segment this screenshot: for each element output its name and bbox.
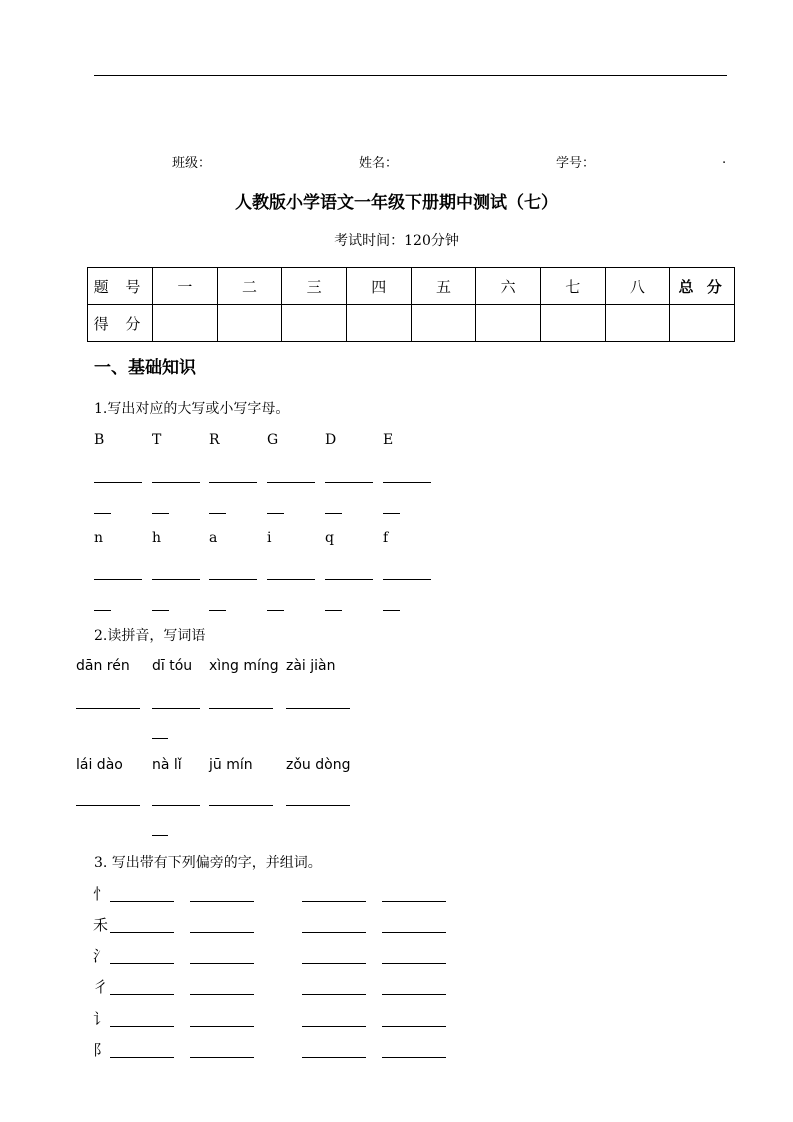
- answer-blank-wrap: [152, 738, 168, 739]
- answer-blank[interactable]: [382, 1057, 446, 1058]
- letter-item: D: [325, 432, 337, 448]
- answer-blank[interactable]: [110, 963, 174, 964]
- answer-blank[interactable]: [302, 963, 366, 964]
- answer-blank[interactable]: [383, 482, 431, 483]
- answer-blank[interactable]: [382, 901, 446, 902]
- answer-blank[interactable]: [110, 932, 174, 933]
- answer-blank[interactable]: [302, 901, 366, 902]
- answer-blank[interactable]: [325, 482, 373, 483]
- answer-blank[interactable]: [267, 579, 315, 580]
- radical-item: 阝: [93, 1041, 109, 1059]
- answer-blank-wrap: [152, 610, 169, 611]
- exam-time: 考试时间：120分钟: [334, 233, 459, 249]
- answer-blank-wrap: [383, 610, 400, 611]
- answer-blank-wrap: [209, 513, 226, 514]
- header-trailing-dot: .: [722, 152, 727, 167]
- score-table-score-row: [88, 305, 735, 342]
- page-title: 人教版小学语文一年级下册期中测试（七）: [235, 193, 558, 213]
- answer-blank[interactable]: [383, 579, 431, 580]
- letter-item: q: [325, 530, 334, 546]
- question-1-prompt: 1.写出对应的大写或小写字母。: [94, 401, 290, 417]
- letter-item: f: [383, 530, 389, 546]
- name-label: 姓名：: [359, 156, 399, 171]
- answer-blank-wrap: [94, 610, 111, 611]
- radical-item: 讠: [93, 1010, 109, 1028]
- letter-item: R: [209, 432, 220, 448]
- column-header: 六: [476, 268, 541, 305]
- student-id-label: 学号：: [556, 156, 596, 171]
- total-score-label: 总 分: [670, 268, 735, 305]
- column-header: 四: [346, 268, 411, 305]
- header-rule: [94, 75, 727, 76]
- answer-blank[interactable]: [286, 708, 350, 709]
- answer-blank[interactable]: [152, 482, 200, 483]
- answer-blank-wrap: [383, 513, 400, 514]
- column-header: 二: [217, 268, 282, 305]
- score-cell[interactable]: [217, 305, 282, 342]
- score-cell[interactable]: [476, 305, 541, 342]
- answer-blank[interactable]: [190, 1057, 254, 1058]
- answer-blank[interactable]: [76, 805, 140, 806]
- answer-blank[interactable]: [152, 805, 200, 806]
- pinyin-item: jū mín: [209, 757, 253, 773]
- total-score-cell[interactable]: [670, 305, 735, 342]
- score-cell[interactable]: [282, 305, 347, 342]
- answer-blank[interactable]: [110, 1057, 174, 1058]
- answer-blank[interactable]: [267, 482, 315, 483]
- answer-blank-wrap: [267, 513, 284, 514]
- answer-blank[interactable]: [302, 932, 366, 933]
- letter-item: a: [209, 530, 218, 546]
- radical-item: 忄: [93, 885, 109, 903]
- answer-blank[interactable]: [76, 708, 140, 709]
- answer-blank-wrap: [152, 835, 168, 836]
- letter-item: i: [267, 530, 272, 546]
- question-3-prompt: 3. 写出带有下列偏旁的字，并组词。: [94, 855, 322, 871]
- answer-blank[interactable]: [209, 805, 273, 806]
- section-heading: 一、基础知识: [94, 358, 196, 378]
- score-cell[interactable]: [153, 305, 218, 342]
- answer-blank[interactable]: [94, 482, 142, 483]
- radical-item: 氵: [93, 947, 109, 965]
- letter-item: B: [94, 432, 105, 448]
- score-table: [87, 267, 735, 342]
- answer-blank[interactable]: [190, 994, 254, 995]
- answer-blank-wrap: [325, 610, 342, 611]
- answer-blank-wrap: [267, 610, 284, 611]
- answer-blank[interactable]: [209, 482, 257, 483]
- letter-item: E: [383, 432, 394, 448]
- answer-blank[interactable]: [209, 579, 257, 580]
- answer-blank[interactable]: [302, 994, 366, 995]
- score-cell[interactable]: [540, 305, 605, 342]
- answer-blank[interactable]: [302, 1026, 366, 1027]
- question-2-prompt: 2.读拼音，写词语: [94, 628, 206, 644]
- pinyin-item: lái dào: [76, 757, 123, 773]
- answer-blank-wrap: [209, 610, 226, 611]
- answer-blank[interactable]: [152, 708, 200, 709]
- column-header: 八: [605, 268, 670, 305]
- letter-item: h: [152, 530, 162, 546]
- score-cell[interactable]: [605, 305, 670, 342]
- answer-blank[interactable]: [110, 1026, 174, 1027]
- pinyin-item: zài jiàn: [286, 658, 336, 674]
- answer-blank[interactable]: [382, 994, 446, 995]
- column-header: 三: [282, 268, 347, 305]
- column-header: 一: [153, 268, 218, 305]
- answer-blank[interactable]: [209, 708, 273, 709]
- answer-blank[interactable]: [302, 1057, 366, 1058]
- letter-item: G: [267, 432, 279, 448]
- answer-blank[interactable]: [190, 901, 254, 902]
- letter-item: n: [94, 530, 104, 546]
- answer-blank[interactable]: [286, 805, 350, 806]
- radical-item: 禾: [93, 916, 109, 934]
- answer-blank[interactable]: [382, 1026, 446, 1027]
- column-header: 五: [411, 268, 476, 305]
- score-label: 得 分: [88, 305, 153, 342]
- pinyin-item: dī tóu: [152, 658, 193, 674]
- class-label: 班级：: [172, 156, 212, 171]
- answer-blank[interactable]: [94, 579, 142, 580]
- pinyin-item: zǒu dòng: [286, 757, 351, 773]
- column-header: 七: [540, 268, 605, 305]
- pinyin-item: xìng míng: [209, 658, 279, 674]
- answer-blank-wrap: [325, 513, 342, 514]
- answer-blank[interactable]: [325, 579, 373, 580]
- score-cell[interactable]: [411, 305, 476, 342]
- pinyin-item: nà lǐ: [152, 757, 182, 773]
- answer-blank[interactable]: [190, 1026, 254, 1027]
- score-cell[interactable]: [346, 305, 411, 342]
- answer-blank-wrap: [94, 513, 111, 514]
- answer-blank[interactable]: [382, 963, 446, 964]
- answer-blank[interactable]: [110, 994, 174, 995]
- answer-blank[interactable]: [110, 901, 174, 902]
- answer-blank[interactable]: [190, 963, 254, 964]
- pinyin-item: dān rén: [76, 658, 130, 674]
- question-number-label: 题 号: [88, 268, 153, 305]
- score-table-header-row: [88, 268, 735, 305]
- answer-blank[interactable]: [190, 932, 254, 933]
- radical-item: 彳: [93, 978, 109, 996]
- answer-blank[interactable]: [152, 579, 200, 580]
- answer-blank[interactable]: [382, 932, 446, 933]
- letter-item: T: [152, 432, 162, 448]
- answer-blank-wrap: [152, 513, 169, 514]
